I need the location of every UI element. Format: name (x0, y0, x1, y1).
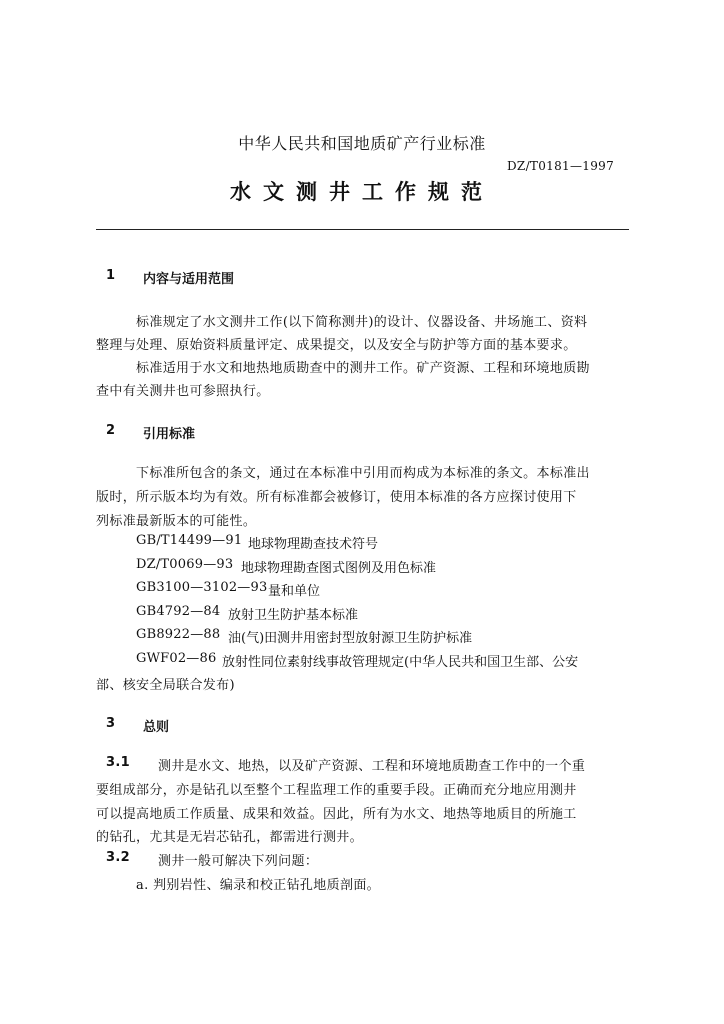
document-title: 水文测井工作规范 (230, 180, 494, 204)
paragraph-line: 下标准所包含的条文，通过在本标准中引用而构成为本标准的条文。本标准出 (136, 466, 590, 481)
paragraph-line: 标准适用于水文和地热地质勘查中的测井工作。矿产资源、工程和环境地质勘 (136, 361, 590, 376)
reference-code: GWF02—86 (136, 651, 217, 666)
paragraph-line: 可以提高地质工作质量、成果和效益。因此，所有为水文、地热等地质目的所施工 (96, 807, 577, 822)
reference-name: 地球物理勘查图式图例及用色标准 (241, 561, 437, 576)
reference-name: 油(气)田测井用密封型放射源卫生防护标准 (228, 631, 473, 646)
reference-name: 放射卫生防护基本标准 (228, 608, 359, 623)
clause-text: 测井一般可解决下列问题： (158, 854, 319, 869)
section-title: 引用标准 (143, 427, 196, 442)
paragraph-line: 要组成部分，亦是钻孔以至整个工程监理工作的重要手段。正确而充分地应用测井 (96, 783, 577, 798)
reference-code: GB/T14499—91 (136, 533, 243, 548)
paragraph-line: 版时，所示版本均为有效。所有标准都会被修订，使用本标准的各方应探讨使用下 (96, 490, 577, 505)
paragraph-line: 列标准最新版本的可能性。 (96, 514, 257, 529)
clause-number: 3.2 (106, 850, 131, 865)
reference-code: GB3100—3102—93 (136, 580, 268, 595)
reference-name: 地球物理勘查技术符号 (248, 537, 379, 552)
paragraph-line: 的钻孔，尤其是无岩芯钻孔，都需进行测井。 (96, 830, 364, 845)
section-title: 总则 (143, 720, 170, 735)
standard-code: DZ/T0181—1997 (507, 159, 614, 173)
reference-code: GB8922—88 (136, 627, 221, 642)
section-title: 内容与适用范围 (143, 272, 235, 287)
section-number: 2 (106, 423, 116, 438)
section-number: 3 (106, 716, 116, 731)
section-number: 1 (106, 268, 116, 283)
paragraph-line: 查中有关测井也可参照执行。 (96, 384, 270, 399)
paragraph-line: 整理与处理、原始资料质量评定、成果提交，以及安全与防护等方面的基本要求。 (96, 338, 577, 353)
paragraph-line: 标准规定了水文测井工作(以下简称测井)的设计、仪器设备、井场施工、资料 (136, 315, 588, 330)
clause-text: 测井是水文、地热，以及矿产资源、工程和环境地质勘查工作中的一个重 (158, 759, 586, 774)
list-item: a. 判别岩性、编录和校正钻孔地质剖面。 (136, 878, 381, 893)
reference-code: GB4792—84 (136, 604, 221, 619)
standard-category-title: 中华人民共和国地质矿产行业标准 (238, 134, 486, 153)
reference-name: 量和单位 (268, 584, 321, 599)
paragraph-line: 部、核安全局联合发布) (96, 678, 235, 693)
reference-name: 放射性同位素射线事故管理规定(中华人民共和国卫生部、公安 (222, 655, 579, 670)
header-divider (96, 229, 629, 230)
clause-number: 3.1 (106, 755, 131, 770)
reference-code: DZ/T0069—93 (136, 557, 234, 572)
